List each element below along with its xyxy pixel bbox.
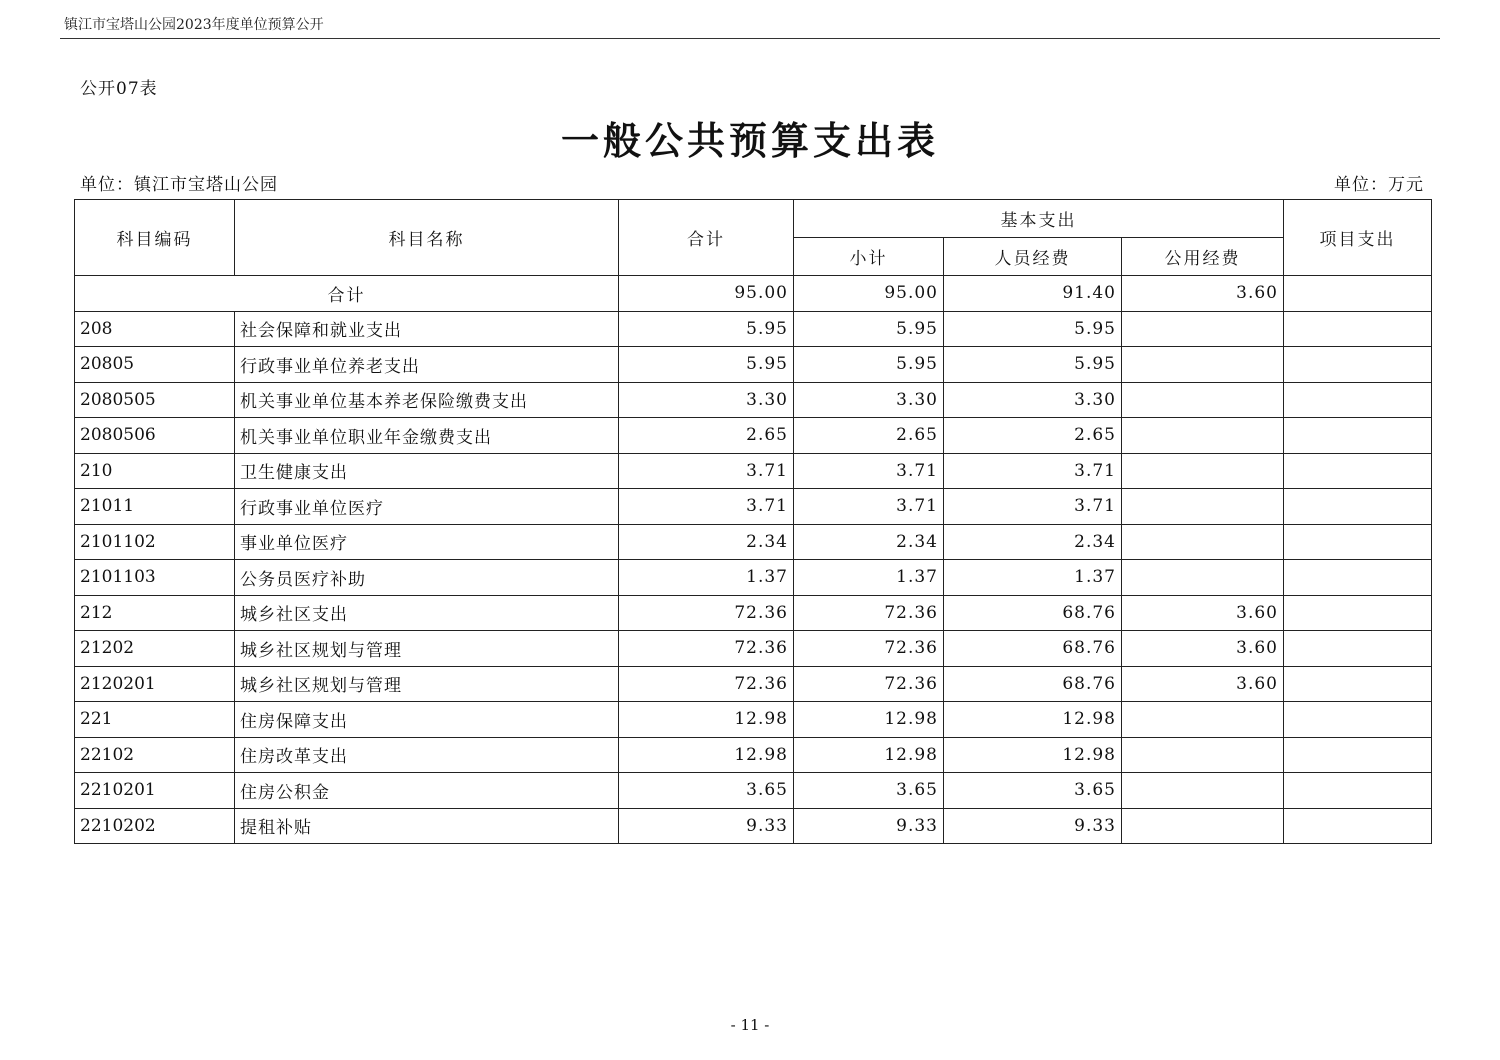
row-personnel: 1.37 bbox=[944, 560, 1122, 596]
row-code: 20805 bbox=[75, 347, 235, 383]
row-subtotal: 9.33 bbox=[794, 808, 944, 844]
row-project bbox=[1284, 666, 1432, 702]
table-row bbox=[75, 560, 1432, 596]
row-subtotal: 5.95 bbox=[794, 311, 944, 347]
row-code: 21202 bbox=[75, 631, 235, 667]
row-name: 机关事业单位职业年金缴费支出 bbox=[235, 418, 619, 454]
row-name: 公务员医疗补助 bbox=[235, 560, 619, 596]
row-public bbox=[1122, 737, 1284, 773]
row-project bbox=[1284, 418, 1432, 454]
row-public bbox=[1122, 382, 1284, 418]
row-name: 住房保障支出 bbox=[235, 702, 619, 738]
col-header-code: 科目编码 bbox=[75, 200, 235, 276]
row-code: 210 bbox=[75, 453, 235, 489]
row-project bbox=[1284, 347, 1432, 383]
row-total: 3.30 bbox=[619, 382, 794, 418]
unit-currency: 单位：万元 bbox=[1334, 175, 1424, 195]
row-project bbox=[1284, 382, 1432, 418]
row-personnel: 3.71 bbox=[944, 489, 1122, 525]
table-row bbox=[75, 702, 1432, 738]
total-subtotal: 95.00 bbox=[794, 276, 944, 312]
row-code: 208 bbox=[75, 311, 235, 347]
table-row bbox=[75, 773, 1432, 809]
unit-organization: 单位：镇江市宝塔山公园 bbox=[80, 175, 278, 195]
row-total: 12.98 bbox=[619, 737, 794, 773]
row-project bbox=[1284, 489, 1432, 525]
row-public: 3.60 bbox=[1122, 595, 1284, 631]
row-project bbox=[1284, 737, 1432, 773]
row-code: 2210201 bbox=[75, 773, 235, 809]
table-row bbox=[75, 382, 1432, 418]
row-personnel: 12.98 bbox=[944, 737, 1122, 773]
row-total: 3.71 bbox=[619, 453, 794, 489]
row-code: 22102 bbox=[75, 737, 235, 773]
row-project bbox=[1284, 524, 1432, 560]
row-total: 72.36 bbox=[619, 666, 794, 702]
document-header: 镇江市宝塔山公园2023年度单位预算公开 bbox=[64, 17, 324, 33]
row-subtotal: 12.98 bbox=[794, 737, 944, 773]
row-public bbox=[1122, 808, 1284, 844]
table-row bbox=[75, 666, 1432, 702]
row-total: 1.37 bbox=[619, 560, 794, 596]
table-row bbox=[75, 489, 1432, 525]
table-row bbox=[75, 347, 1432, 383]
form-number: 公开07表 bbox=[80, 79, 158, 99]
row-project bbox=[1284, 808, 1432, 844]
header-rule bbox=[60, 38, 1440, 39]
total-public: 3.60 bbox=[1122, 276, 1284, 312]
row-total: 5.95 bbox=[619, 347, 794, 383]
row-personnel: 2.65 bbox=[944, 418, 1122, 454]
table-row bbox=[75, 418, 1432, 454]
row-personnel: 3.71 bbox=[944, 453, 1122, 489]
col-header-subtotal: 小计 bbox=[794, 238, 944, 276]
row-subtotal: 3.65 bbox=[794, 773, 944, 809]
row-personnel: 68.76 bbox=[944, 631, 1122, 667]
row-project bbox=[1284, 560, 1432, 596]
row-total: 9.33 bbox=[619, 808, 794, 844]
row-name: 事业单位医疗 bbox=[235, 524, 619, 560]
row-total: 72.36 bbox=[619, 631, 794, 667]
budget-table bbox=[74, 199, 1432, 844]
row-name: 提租补贴 bbox=[235, 808, 619, 844]
row-code: 2080505 bbox=[75, 382, 235, 418]
row-code: 221 bbox=[75, 702, 235, 738]
row-public bbox=[1122, 418, 1284, 454]
page-title: 一般公共预算支出表 bbox=[560, 118, 939, 163]
row-subtotal: 2.34 bbox=[794, 524, 944, 560]
row-name: 行政事业单位养老支出 bbox=[235, 347, 619, 383]
row-personnel: 3.65 bbox=[944, 773, 1122, 809]
row-project bbox=[1284, 453, 1432, 489]
row-public: 3.60 bbox=[1122, 666, 1284, 702]
row-public bbox=[1122, 347, 1284, 383]
row-code: 2120201 bbox=[75, 666, 235, 702]
row-personnel: 12.98 bbox=[944, 702, 1122, 738]
row-personnel: 9.33 bbox=[944, 808, 1122, 844]
row-personnel: 68.76 bbox=[944, 595, 1122, 631]
row-total: 2.34 bbox=[619, 524, 794, 560]
total-personnel: 91.40 bbox=[944, 276, 1122, 312]
table-row bbox=[75, 311, 1432, 347]
col-header-basic: 基本支出 bbox=[794, 200, 1284, 238]
row-code: 21011 bbox=[75, 489, 235, 525]
row-public bbox=[1122, 489, 1284, 525]
row-public bbox=[1122, 311, 1284, 347]
row-project bbox=[1284, 311, 1432, 347]
row-code: 2101103 bbox=[75, 560, 235, 596]
row-subtotal: 3.30 bbox=[794, 382, 944, 418]
row-code: 2080506 bbox=[75, 418, 235, 454]
row-subtotal: 72.36 bbox=[794, 631, 944, 667]
row-public bbox=[1122, 453, 1284, 489]
row-total: 12.98 bbox=[619, 702, 794, 738]
row-code: 212 bbox=[75, 595, 235, 631]
row-public bbox=[1122, 702, 1284, 738]
row-name: 行政事业单位医疗 bbox=[235, 489, 619, 525]
row-total: 5.95 bbox=[619, 311, 794, 347]
row-name: 社会保障和就业支出 bbox=[235, 311, 619, 347]
row-total: 3.71 bbox=[619, 489, 794, 525]
table-row bbox=[75, 524, 1432, 560]
row-public bbox=[1122, 773, 1284, 809]
row-project bbox=[1284, 631, 1432, 667]
table-row bbox=[75, 453, 1432, 489]
row-project bbox=[1284, 595, 1432, 631]
row-public bbox=[1122, 560, 1284, 596]
row-total: 2.65 bbox=[619, 418, 794, 454]
table-row bbox=[75, 737, 1432, 773]
row-total: 3.65 bbox=[619, 773, 794, 809]
col-header-name: 科目名称 bbox=[235, 200, 619, 276]
row-code: 2210202 bbox=[75, 808, 235, 844]
row-personnel: 2.34 bbox=[944, 524, 1122, 560]
total-label: 合计 bbox=[75, 276, 619, 312]
table-row bbox=[75, 595, 1432, 631]
row-subtotal: 72.36 bbox=[794, 666, 944, 702]
row-public: 3.60 bbox=[1122, 631, 1284, 667]
row-subtotal: 3.71 bbox=[794, 453, 944, 489]
row-subtotal: 5.95 bbox=[794, 347, 944, 383]
row-subtotal: 2.65 bbox=[794, 418, 944, 454]
total-total: 95.00 bbox=[619, 276, 794, 312]
row-code: 2101102 bbox=[75, 524, 235, 560]
col-header-personnel: 人员经费 bbox=[944, 238, 1122, 276]
row-project bbox=[1284, 773, 1432, 809]
col-header-total: 合计 bbox=[619, 200, 794, 276]
table-row bbox=[75, 808, 1432, 844]
row-subtotal: 12.98 bbox=[794, 702, 944, 738]
col-header-project: 项目支出 bbox=[1284, 200, 1432, 276]
row-name: 住房公积金 bbox=[235, 773, 619, 809]
row-personnel: 68.76 bbox=[944, 666, 1122, 702]
row-personnel: 5.95 bbox=[944, 347, 1122, 383]
row-name: 城乡社区规划与管理 bbox=[235, 666, 619, 702]
row-name: 住房改革支出 bbox=[235, 737, 619, 773]
row-project bbox=[1284, 702, 1432, 738]
row-public bbox=[1122, 524, 1284, 560]
page-number: - 11 - bbox=[730, 1016, 770, 1034]
row-personnel: 5.95 bbox=[944, 311, 1122, 347]
row-subtotal: 3.71 bbox=[794, 489, 944, 525]
total-project bbox=[1284, 276, 1432, 312]
table-row bbox=[75, 631, 1432, 667]
row-personnel: 3.30 bbox=[944, 382, 1122, 418]
row-subtotal: 1.37 bbox=[794, 560, 944, 596]
row-name: 机关事业单位基本养老保险缴费支出 bbox=[235, 382, 619, 418]
total-row bbox=[75, 276, 1432, 312]
row-name: 城乡社区规划与管理 bbox=[235, 631, 619, 667]
col-header-public: 公用经费 bbox=[1122, 238, 1284, 276]
row-total: 72.36 bbox=[619, 595, 794, 631]
row-name: 城乡社区支出 bbox=[235, 595, 619, 631]
row-name: 卫生健康支出 bbox=[235, 453, 619, 489]
row-subtotal: 72.36 bbox=[794, 595, 944, 631]
